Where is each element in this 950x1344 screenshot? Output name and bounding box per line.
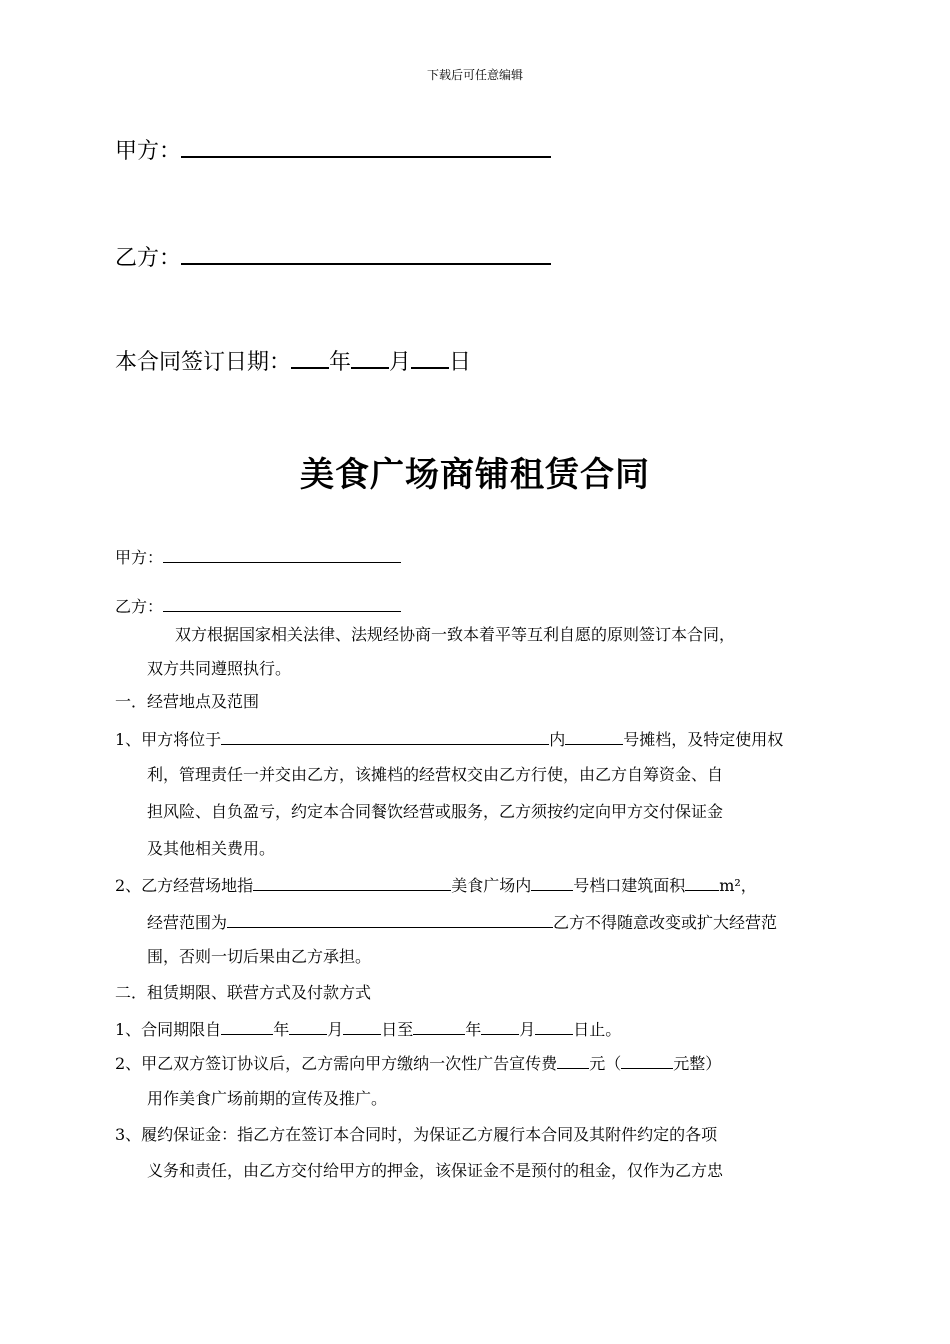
stall-number-blank — [531, 873, 573, 891]
clause-text: 年 — [273, 1020, 290, 1039]
clause-1-2-line-2 — [147, 910, 777, 934]
clause-text: 1、甲方将位于 — [115, 730, 222, 749]
body-party-a — [115, 545, 401, 569]
year-label: 年 — [329, 350, 352, 375]
clause-text: 美食广场内 — [451, 876, 532, 895]
clause-1-1-line-1 — [115, 727, 783, 751]
day-label: 日 — [449, 350, 472, 375]
cover-party-a-label: 甲方： — [115, 139, 182, 164]
contract-title: 美食广场商铺租赁合同 — [300, 455, 650, 495]
page-header-note: 下载后可任意编辑 — [426, 68, 523, 82]
clause-text: 号摊档，及特定使用权 — [623, 730, 784, 749]
cover-party-a — [115, 136, 551, 166]
clause-text: 日至 — [381, 1020, 414, 1039]
start-day-blank — [343, 1017, 381, 1035]
site-blank — [253, 873, 451, 891]
body-party-b-label: 乙方： — [115, 597, 164, 616]
area-blank — [685, 873, 719, 891]
intro-line-1: 双方根据国家相关法律、法规经协商一致本着平等互利自愿的原则签订本合同， — [175, 625, 736, 644]
cover-signing-date — [115, 347, 471, 377]
clause-text: 乙方不得随意改变或扩大经营范 — [553, 913, 778, 932]
day-blank — [411, 347, 449, 369]
clause-text: 月 — [327, 1020, 344, 1039]
clause-2-2-line-1 — [115, 1051, 721, 1075]
clause-2-2-line-2: 用作美食广场前期的宣传及推广。 — [147, 1089, 388, 1108]
clause-text: 日止。 — [573, 1020, 622, 1039]
cover-party-b — [115, 243, 551, 273]
business-scope-blank — [227, 910, 553, 928]
clause-text: 元整） — [673, 1054, 722, 1073]
clause-2-1 — [115, 1017, 621, 1041]
month-blank — [351, 347, 389, 369]
start-month-blank — [289, 1017, 327, 1035]
end-year-blank — [413, 1017, 465, 1035]
clause-text: 经营范围为 — [147, 913, 228, 932]
clause-2-3-line-2: 义务和责任，由乙方交付给甲方的押金，该保证金不是预付的租金，仅作为乙方忠 — [147, 1161, 724, 1180]
clause-text: 月 — [519, 1020, 536, 1039]
cover-party-a-blank — [181, 136, 551, 158]
clause-1-1-line-3: 担风险、自负盈亏，约定本合同餐饮经营或服务，乙方须按约定向甲方交付保证金 — [147, 802, 724, 821]
body-party-a-blank — [163, 545, 401, 563]
location-blank — [221, 727, 549, 745]
body-party-a-label: 甲方： — [115, 548, 164, 567]
cover-party-b-blank — [181, 243, 551, 265]
clause-text: 2、甲乙双方签订协议后，乙方需向甲方缴纳一次性广告宣传费 — [115, 1054, 558, 1073]
start-year-blank — [221, 1017, 273, 1035]
clause-text: 2、乙方经营场地指 — [115, 876, 254, 895]
clause-text: 1、合同期限自 — [115, 1020, 222, 1039]
clause-1-1-line-2: 利，管理责任一并交由乙方，该摊档的经营权交由乙方行使，由乙方自筹资金、自 — [147, 765, 724, 784]
clause-1-2-line-1 — [115, 873, 757, 897]
end-day-blank — [535, 1017, 573, 1035]
fee-amount-blank — [557, 1051, 589, 1069]
section-1-heading: 一．经营地点及范围 — [115, 692, 260, 711]
end-month-blank — [481, 1017, 519, 1035]
clause-1-2-line-3: 围，否则一切后果由乙方承担。 — [147, 947, 372, 966]
clause-2-3-line-1: 3、履约保证金：指乙方在签订本合同时，为保证乙方履行本合同及其附件约定的各项 — [115, 1125, 718, 1144]
clause-text: m²， — [719, 876, 757, 895]
intro-line-2: 双方共同遵照执行。 — [147, 659, 292, 678]
stall-number-blank — [565, 727, 623, 745]
clause-text: 年 — [465, 1020, 482, 1039]
clause-text: 内 — [549, 730, 566, 749]
body-party-b-blank — [163, 594, 401, 612]
year-blank — [291, 347, 329, 369]
clause-text: 号档口建筑面积 — [573, 876, 686, 895]
section-2-heading: 二．租赁期限、联营方式及付款方式 — [115, 983, 372, 1002]
body-party-b — [115, 594, 401, 618]
clause-text: 元（ — [589, 1054, 622, 1073]
fee-amount-words-blank — [621, 1051, 673, 1069]
date-label: 本合同签订日期： — [115, 350, 292, 375]
month-label: 月 — [389, 350, 412, 375]
clause-1-1-line-4: 及其他相关费用。 — [147, 839, 276, 858]
cover-party-b-label: 乙方： — [115, 246, 182, 271]
